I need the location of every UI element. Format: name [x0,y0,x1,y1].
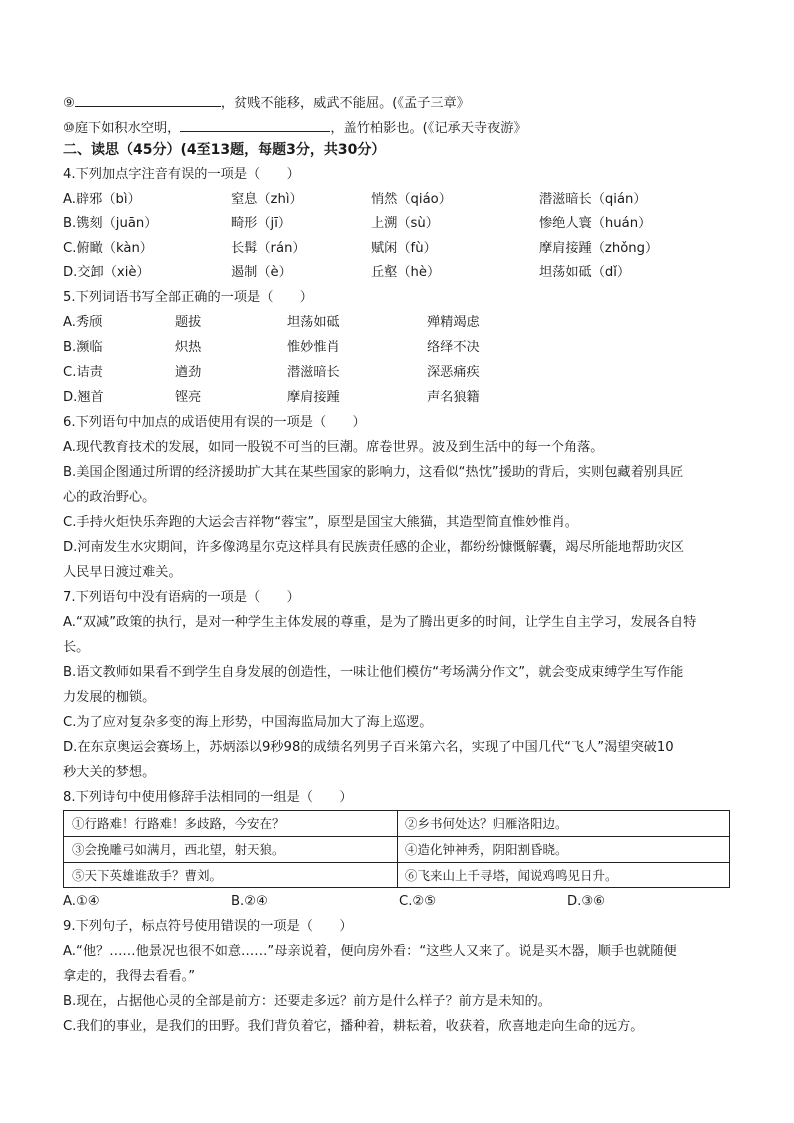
q9-blank [75,92,221,107]
q9b-option-b: B.现在，占据他心灵的全部是前方：还要走多远？前方是什么样子？前方是未知的。 [63,994,551,1009]
q8-option-c: C.②⑤ [399,894,437,909]
q5-row-b [63,339,743,357]
q4-b-3: 上溯（sù） [371,216,439,231]
q8-option-d: D.③⑥ [567,894,605,909]
q5-b-4: 络绎不决 [427,340,480,355]
q10-text-before: ⑩庭下如积水空明， [63,121,181,136]
q9b-option-a-cont: 拿走的，我得去看看。” [63,969,196,984]
q5-a-1: A.秀颀 [63,315,103,330]
q8-option-b: B.②④ [231,894,268,909]
q5-d-3: 摩肩接踵 [287,390,340,405]
q4-d-1: D.交卸（xiè） [63,265,150,280]
q4-d-4: 坦荡如砥（dǐ） [539,265,631,280]
q10-blank [180,117,330,132]
q7-option-c: C.为了应对复杂多变的海上形势，中国海监局加大了海上巡逻。 [63,715,433,730]
q5-c-1: C.诘责 [63,365,103,380]
q5-a-2: 题拔 [175,315,202,330]
q5-a-4: 殚精竭虑 [427,315,480,330]
q4-stem: 4.下列加点字注音有误的一项是（ ） [63,167,300,182]
q9-fill-line [63,92,470,113]
q8-option-a: A.①④ [63,894,100,909]
q4-d-3: 丘壑（hè） [371,265,441,280]
q10-fill-line [63,117,527,138]
q5-a-3: 坦荡如砥 [287,315,340,330]
q4-row-c [63,240,743,258]
poem-3: ③会挽雕弓如满月，西北望，射天狼。 [72,842,285,857]
q7-option-a: A.“双减”政策的执行，是对一种学生主体发展的尊重，是为了腾出更多的时间，让学生自主学习，发展各自特 [63,615,697,630]
poem-2: ②乡书何处达？归雁洛阳边。 [405,816,568,831]
q5-row-c [63,364,743,382]
q4-b-1: B.镌刻（juān） [63,216,158,231]
q6-option-b: B.美国企图通过所谓的经济援助扩大其在某些国家的影响力，这看似“热忱”援助的背后，实则包藏着别具匠 [63,465,684,480]
table-column-divider [397,811,398,887]
q4-a-1: A.辟邪（bì） [63,192,141,207]
q7-option-d: D.在东京奥运会赛场上，苏炳添以9秒98的成绩名列男子百米第六名，实现了中国几代“飞人”渴望突破10 [63,740,674,755]
q5-c-4: 深恶痛疾 [427,365,480,380]
q4-c-2: 长髯（rán） [231,241,306,256]
q9-number: ⑨ [63,96,75,111]
q5-d-1: D.翘首 [63,390,104,405]
q4-a-3: 悄然（qiáo） [371,192,452,207]
q6-stem: 6.下列语句中加点的成语使用有误的一项是（ ） [63,415,366,430]
q5-b-3: 惟妙惟肖 [287,340,340,355]
q9b-option-c: C.我们的事业，是我们的田野。我们背负着它，播种着，耕耘着，收获着，欣喜地走向生命的远方。 [63,1019,644,1034]
poem-4: ④造化钟神秀，阴阳割昏晓。 [405,842,568,857]
q4-b-4: 惨绝人寰（huán） [539,216,652,231]
section-heading: 二、读思（45分）(4至13题，每题3分，共30分） [63,142,386,158]
q7-option-b: B.语文教师如果看不到学生自身发展的创造性，一味让他们模仿“考场满分作文”，就会变成束缚学生写作能 [63,665,684,680]
q9b-stem: 9.下列句子，标点符号使用错误的一项是（ ） [63,919,353,934]
q7-option-b-cont: 力发展的枷锁。 [63,690,156,705]
q7-option-a-cont: 长。 [63,640,90,655]
q9-text: ，贫贱不能移，威武不能屈。(《孟子三章》 [220,96,470,111]
q8-options [63,893,743,911]
q4-row-b [63,215,743,233]
q5-d-4: 声名狼籍 [427,390,480,405]
q5-d-2: 铿亮 [175,390,202,405]
q4-b-2: 畸形（jī） [231,216,292,231]
poem-5: ⑤天下英雄谁敌手？曹刘。 [72,868,223,883]
q7-stem: 7.下列语句中没有语病的一项是（ ） [63,590,300,605]
poem-6: ⑥飞来山上千寻塔，闻说鸡鸣见日升。 [405,868,618,883]
q4-row-a [63,191,743,209]
q9b-option-a: A.“他？……他景况也很不如意……”母亲说着，便向房外看：“这些人又来了。说是买木器，顺手也就随便 [63,944,677,959]
q4-a-4: 潜滋暗长（qián） [539,192,647,207]
q4-c-1: C.俯瞰（kàn） [63,241,153,256]
q6-option-c: C.手持火炬快乐奔跑的大运会吉祥物“蓉宝”，原型是国宝大熊猫，其造型简直惟妙惟肖。 [63,515,578,530]
q6-option-d-cont: 人民早日渡过难关。 [63,565,182,580]
q5-row-d [63,389,743,407]
q5-c-3: 潜滋暗长 [287,365,340,380]
q4-d-2: 遏制（è） [231,265,292,280]
q8-stem: 8.下列诗句中使用修辞手法相同的一组是（ ） [63,790,353,805]
q10-text-after: ，盖竹柏影也。(《记承天寺夜游》 [330,121,527,136]
q5-b-2: 炽热 [175,340,202,355]
q5-c-2: 遒劲 [175,365,202,380]
poem-table [63,810,730,888]
q5-row-a [63,314,743,332]
q6-option-d: D.河南发生水灾期间，许多像鸿星尔克这样具有民族责任感的企业，都纷纷慷慨解囊，竭尽所能地帮助灾区 [63,540,684,555]
q5-b-1: B.濒临 [63,340,103,355]
q6-option-b-cont: 心的政治野心。 [63,490,156,505]
q5-stem: 5.下列词语书写全部正确的一项是（ ） [63,290,313,305]
poem-1: ①行路难！行路难！多歧路，今安在？ [72,816,285,831]
q6-option-a: A.现代教育技术的发展，如同一股锐不可当的巨潮。席卷世界。波及到生活中的每一个角落。 [63,440,604,455]
q4-c-3: 赋闲（fù） [371,241,437,256]
q4-row-d [63,264,743,282]
q4-c-4: 摩肩接踵（zhǒng） [539,241,659,256]
q4-a-2: 窒息（zhì） [231,192,303,207]
q7-option-d-cont: 秒大关的梦想。 [63,765,156,780]
